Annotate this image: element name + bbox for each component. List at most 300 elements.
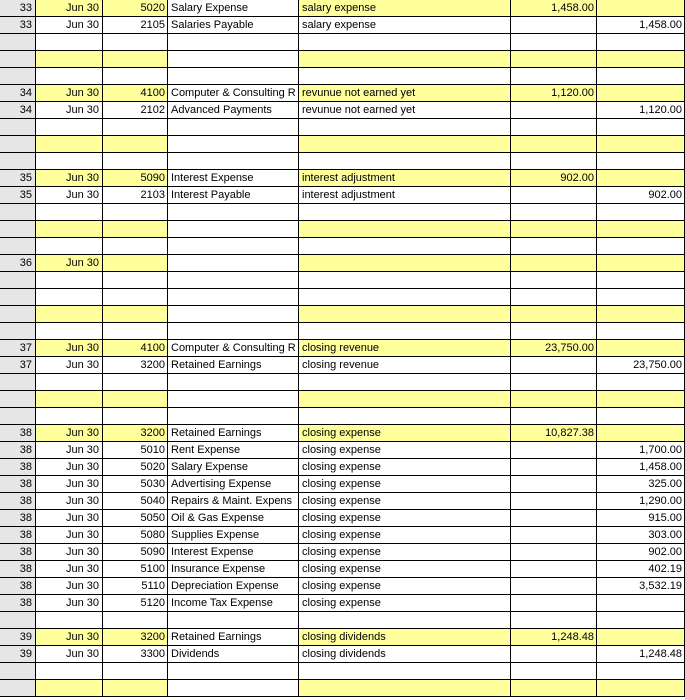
credit-cell[interactable]: 303.00 — [597, 527, 685, 544]
credit-cell[interactable] — [597, 306, 685, 323]
credit-cell[interactable] — [597, 68, 685, 85]
account-name-cell[interactable]: Salaries Payable — [168, 17, 299, 34]
row-number-cell[interactable]: 39 — [0, 629, 36, 646]
row-number-cell[interactable]: 38 — [0, 442, 36, 459]
description-cell[interactable]: closing expense — [299, 578, 511, 595]
date-cell[interactable] — [36, 289, 103, 306]
account-name-cell[interactable] — [168, 680, 299, 697]
row-number-cell[interactable] — [0, 374, 36, 391]
account-name-cell[interactable]: Interest Expense — [168, 544, 299, 561]
account-number-cell[interactable] — [103, 408, 168, 425]
table-row — [0, 0, 685, 17]
row-number-cell[interactable]: 38 — [0, 476, 36, 493]
account-name-cell[interactable] — [168, 272, 299, 289]
row-number-cell[interactable]: 33 — [0, 17, 36, 34]
credit-cell[interactable] — [597, 51, 685, 68]
account-number-cell[interactable] — [103, 391, 168, 408]
table-row — [0, 272, 685, 289]
account-number-cell[interactable]: 4100 — [103, 85, 168, 102]
account-name-cell[interactable] — [168, 612, 299, 629]
account-name-cell[interactable]: Advanced Payments — [168, 102, 299, 119]
credit-cell[interactable] — [597, 238, 685, 255]
description-cell[interactable] — [299, 612, 511, 629]
debit-cell[interactable] — [511, 561, 597, 578]
account-name-cell[interactable] — [168, 374, 299, 391]
account-number-cell[interactable] — [103, 51, 168, 68]
description-cell[interactable] — [299, 119, 511, 136]
table-row — [0, 136, 685, 153]
account-name-cell[interactable]: Supplies Expense — [168, 527, 299, 544]
account-name-cell[interactable] — [168, 663, 299, 680]
account-name-cell[interactable]: Income Tax Expense — [168, 595, 299, 612]
account-name-cell[interactable] — [168, 306, 299, 323]
row-number-cell[interactable]: 34 — [0, 102, 36, 119]
description-cell[interactable] — [299, 408, 511, 425]
description-cell[interactable]: closing revenue — [299, 357, 511, 374]
account-number-cell[interactable]: 5090 — [103, 170, 168, 187]
row-number-cell[interactable] — [0, 136, 36, 153]
debit-cell[interactable] — [511, 119, 597, 136]
credit-cell[interactable] — [597, 595, 685, 612]
account-number-cell[interactable]: 3300 — [103, 646, 168, 663]
description-cell[interactable]: closing dividends — [299, 629, 511, 646]
debit-cell[interactable] — [511, 595, 597, 612]
row-number-cell[interactable] — [0, 51, 36, 68]
credit-cell[interactable]: 1,458.00 — [597, 17, 685, 34]
table-row — [0, 357, 685, 374]
account-number-cell[interactable] — [103, 119, 168, 136]
credit-cell[interactable] — [597, 374, 685, 391]
table-row — [0, 527, 685, 544]
table-row — [0, 119, 685, 136]
description-cell[interactable] — [299, 289, 511, 306]
debit-cell[interactable] — [511, 612, 597, 629]
account-number-cell[interactable]: 5030 — [103, 476, 168, 493]
debit-cell[interactable] — [511, 374, 597, 391]
debit-cell[interactable] — [511, 34, 597, 51]
account-number-cell[interactable]: 4100 — [103, 340, 168, 357]
description-cell[interactable]: closing expense — [299, 425, 511, 442]
credit-cell[interactable]: 902.00 — [597, 187, 685, 204]
credit-cell[interactable] — [597, 408, 685, 425]
debit-cell[interactable]: 1,120.00 — [511, 85, 597, 102]
credit-cell[interactable]: 1,458.00 — [597, 459, 685, 476]
credit-cell[interactable] — [597, 612, 685, 629]
credit-cell[interactable] — [597, 323, 685, 340]
row-number-cell[interactable]: 37 — [0, 357, 36, 374]
row-number-cell[interactable] — [0, 153, 36, 170]
account-name-cell[interactable] — [168, 255, 299, 272]
account-name-cell[interactable] — [168, 68, 299, 85]
description-cell[interactable]: salary expense — [299, 17, 511, 34]
account-number-cell[interactable] — [103, 204, 168, 221]
description-cell[interactable]: closing expense — [299, 493, 511, 510]
account-name-cell[interactable] — [168, 204, 299, 221]
date-cell[interactable]: Jun 30 — [36, 340, 103, 357]
debit-cell[interactable] — [511, 476, 597, 493]
account-name-cell[interactable]: Retained Earnings — [168, 425, 299, 442]
row-number-cell[interactable]: 35 — [0, 170, 36, 187]
row-number-cell[interactable]: 39 — [0, 646, 36, 663]
date-cell[interactable]: Jun 30 — [36, 357, 103, 374]
date-cell[interactable] — [36, 119, 103, 136]
date-cell[interactable] — [36, 136, 103, 153]
date-cell[interactable]: Jun 30 — [36, 476, 103, 493]
account-name-cell[interactable] — [168, 153, 299, 170]
credit-cell[interactable] — [597, 119, 685, 136]
account-name-cell[interactable]: Depreciation Expense — [168, 578, 299, 595]
row-number-cell[interactable] — [0, 663, 36, 680]
debit-cell[interactable] — [511, 527, 597, 544]
description-cell[interactable]: closing expense — [299, 476, 511, 493]
description-cell[interactable]: closing revenue — [299, 340, 511, 357]
table-row — [0, 510, 685, 527]
account-name-cell[interactable] — [168, 289, 299, 306]
credit-cell[interactable] — [597, 289, 685, 306]
date-cell[interactable] — [36, 408, 103, 425]
credit-cell[interactable] — [597, 425, 685, 442]
row-number-cell[interactable] — [0, 221, 36, 238]
description-cell[interactable]: closing expense — [299, 595, 511, 612]
account-number-cell[interactable] — [103, 255, 168, 272]
account-number-cell[interactable] — [103, 136, 168, 153]
credit-cell[interactable] — [597, 391, 685, 408]
account-name-cell[interactable] — [168, 323, 299, 340]
date-cell[interactable]: Jun 30 — [36, 595, 103, 612]
account-number-cell[interactable] — [103, 238, 168, 255]
account-name-cell[interactable] — [168, 136, 299, 153]
table-row — [0, 476, 685, 493]
date-cell[interactable]: Jun 30 — [36, 561, 103, 578]
description-cell[interactable] — [299, 204, 511, 221]
debit-cell[interactable] — [511, 408, 597, 425]
account-number-cell[interactable] — [103, 323, 168, 340]
date-cell[interactable]: Jun 30 — [36, 646, 103, 663]
row-number-cell[interactable] — [0, 612, 36, 629]
account-number-cell[interactable] — [103, 68, 168, 85]
description-cell[interactable] — [299, 323, 511, 340]
date-cell[interactable] — [36, 374, 103, 391]
table-row — [0, 578, 685, 595]
account-number-cell[interactable]: 5050 — [103, 510, 168, 527]
date-cell[interactable]: Jun 30 — [36, 187, 103, 204]
account-name-cell[interactable]: Salary Expense — [168, 0, 299, 17]
credit-cell[interactable]: 915.00 — [597, 510, 685, 527]
date-cell[interactable] — [36, 153, 103, 170]
date-cell[interactable]: Jun 30 — [36, 0, 103, 17]
debit-cell[interactable] — [511, 544, 597, 561]
credit-cell[interactable]: 1,248.48 — [597, 646, 685, 663]
debit-cell[interactable] — [511, 102, 597, 119]
date-cell[interactable] — [36, 238, 103, 255]
account-number-cell[interactable] — [103, 612, 168, 629]
account-number-cell[interactable]: 3200 — [103, 425, 168, 442]
date-cell[interactable] — [36, 34, 103, 51]
debit-cell[interactable] — [511, 153, 597, 170]
account-name-cell[interactable]: Interest Expense — [168, 170, 299, 187]
description-cell[interactable] — [299, 306, 511, 323]
date-cell[interactable]: Jun 30 — [36, 527, 103, 544]
credit-cell[interactable]: 902.00 — [597, 544, 685, 561]
debit-cell[interactable] — [511, 306, 597, 323]
description-cell[interactable] — [299, 221, 511, 238]
debit-cell[interactable]: 1,248.48 — [511, 629, 597, 646]
date-cell[interactable] — [36, 612, 103, 629]
table-row — [0, 68, 685, 85]
debit-cell[interactable] — [511, 136, 597, 153]
account-number-cell[interactable]: 5080 — [103, 527, 168, 544]
row-number-cell[interactable]: 38 — [0, 527, 36, 544]
table-row — [0, 442, 685, 459]
row-number-cell[interactable]: 38 — [0, 493, 36, 510]
row-number-cell[interactable]: 33 — [0, 0, 36, 17]
debit-cell[interactable] — [511, 493, 597, 510]
description-cell[interactable]: closing expense — [299, 442, 511, 459]
account-number-cell[interactable]: 5120 — [103, 595, 168, 612]
debit-cell[interactable] — [511, 323, 597, 340]
date-cell[interactable] — [36, 391, 103, 408]
credit-cell[interactable]: 3,532.19 — [597, 578, 685, 595]
description-cell[interactable] — [299, 153, 511, 170]
account-name-cell[interactable]: Salary Expense — [168, 459, 299, 476]
credit-cell[interactable] — [597, 680, 685, 697]
credit-cell[interactable] — [597, 204, 685, 221]
description-cell[interactable]: closing expense — [299, 459, 511, 476]
account-number-cell[interactable]: 5110 — [103, 578, 168, 595]
debit-cell[interactable]: 1,458.00 — [511, 0, 597, 17]
account-name-cell[interactable]: Computer & Consulting R — [168, 340, 299, 357]
credit-cell[interactable]: 23,750.00 — [597, 357, 685, 374]
row-number-cell[interactable]: 34 — [0, 85, 36, 102]
debit-cell[interactable] — [511, 51, 597, 68]
date-cell[interactable] — [36, 306, 103, 323]
account-number-cell[interactable]: 5090 — [103, 544, 168, 561]
debit-cell[interactable]: 10,827.38 — [511, 425, 597, 442]
account-number-cell[interactable]: 2103 — [103, 187, 168, 204]
account-name-cell[interactable] — [168, 238, 299, 255]
date-cell[interactable] — [36, 323, 103, 340]
row-number-cell[interactable]: 37 — [0, 340, 36, 357]
credit-cell[interactable] — [597, 629, 685, 646]
account-name-cell[interactable] — [168, 221, 299, 238]
row-number-cell[interactable] — [0, 34, 36, 51]
debit-cell[interactable] — [511, 646, 597, 663]
row-number-cell[interactable]: 38 — [0, 578, 36, 595]
debit-cell[interactable] — [511, 459, 597, 476]
account-number-cell[interactable] — [103, 663, 168, 680]
debit-cell[interactable] — [511, 289, 597, 306]
account-name-cell[interactable]: Repairs & Maint. Expens — [168, 493, 299, 510]
description-cell[interactable] — [299, 391, 511, 408]
row-number-cell[interactable] — [0, 680, 36, 697]
account-name-cell[interactable]: Computer & Consulting R — [168, 85, 299, 102]
debit-cell[interactable] — [511, 221, 597, 238]
date-cell[interactable] — [36, 663, 103, 680]
debit-cell[interactable]: 23,750.00 — [511, 340, 597, 357]
description-cell[interactable] — [299, 680, 511, 697]
row-number-cell[interactable]: 38 — [0, 425, 36, 442]
row-number-cell[interactable]: 38 — [0, 510, 36, 527]
table-row — [0, 408, 685, 425]
credit-cell[interactable] — [597, 340, 685, 357]
account-number-cell[interactable] — [103, 34, 168, 51]
date-cell[interactable]: Jun 30 — [36, 442, 103, 459]
credit-cell[interactable] — [597, 663, 685, 680]
account-name-cell[interactable]: Insurance Expense — [168, 561, 299, 578]
date-cell[interactable]: Jun 30 — [36, 459, 103, 476]
description-cell[interactable]: closing expense — [299, 561, 511, 578]
description-cell[interactable]: closing expense — [299, 510, 511, 527]
debit-cell[interactable] — [511, 510, 597, 527]
account-number-cell[interactable] — [103, 680, 168, 697]
date-cell[interactable]: Jun 30 — [36, 578, 103, 595]
credit-cell[interactable] — [597, 85, 685, 102]
description-cell[interactable] — [299, 136, 511, 153]
row-number-cell[interactable]: 38 — [0, 561, 36, 578]
row-number-cell[interactable] — [0, 119, 36, 136]
credit-cell[interactable] — [597, 0, 685, 17]
date-cell[interactable]: Jun 30 — [36, 510, 103, 527]
date-cell[interactable]: Jun 30 — [36, 544, 103, 561]
debit-cell[interactable] — [511, 204, 597, 221]
credit-cell[interactable] — [597, 221, 685, 238]
description-cell[interactable] — [299, 238, 511, 255]
description-cell[interactable] — [299, 51, 511, 68]
row-number-cell[interactable] — [0, 204, 36, 221]
account-number-cell[interactable]: 2105 — [103, 17, 168, 34]
account-number-cell[interactable]: 5100 — [103, 561, 168, 578]
debit-cell[interactable] — [511, 442, 597, 459]
account-name-cell[interactable]: Interest Payable — [168, 187, 299, 204]
credit-cell[interactable] — [597, 255, 685, 272]
date-cell[interactable]: Jun 30 — [36, 493, 103, 510]
account-number-cell[interactable]: 5010 — [103, 442, 168, 459]
credit-cell[interactable]: 402.19 — [597, 561, 685, 578]
debit-cell[interactable] — [511, 272, 597, 289]
debit-cell[interactable] — [511, 255, 597, 272]
debit-cell[interactable] — [511, 680, 597, 697]
credit-cell[interactable] — [597, 272, 685, 289]
account-number-cell[interactable]: 2102 — [103, 102, 168, 119]
description-cell[interactable]: interest adjustment — [299, 170, 511, 187]
credit-cell[interactable] — [597, 153, 685, 170]
debit-cell[interactable] — [511, 238, 597, 255]
account-name-cell[interactable]: Retained Earnings — [168, 357, 299, 374]
row-number-cell[interactable]: 38 — [0, 595, 36, 612]
account-name-cell[interactable] — [168, 51, 299, 68]
account-number-cell[interactable]: 3200 — [103, 357, 168, 374]
account-name-cell[interactable]: Dividends — [168, 646, 299, 663]
debit-cell[interactable] — [511, 357, 597, 374]
description-cell[interactable]: closing expense — [299, 527, 511, 544]
description-cell[interactable] — [299, 68, 511, 85]
row-number-cell[interactable] — [0, 272, 36, 289]
date-cell[interactable] — [36, 221, 103, 238]
date-cell[interactable] — [36, 68, 103, 85]
date-cell[interactable]: Jun 30 — [36, 255, 103, 272]
account-name-cell[interactable] — [168, 391, 299, 408]
date-cell[interactable]: Jun 30 — [36, 85, 103, 102]
debit-cell[interactable] — [511, 68, 597, 85]
description-cell[interactable]: closing dividends — [299, 646, 511, 663]
credit-cell[interactable]: 325.00 — [597, 476, 685, 493]
description-cell[interactable] — [299, 374, 511, 391]
account-name-cell[interactable] — [168, 34, 299, 51]
account-name-cell[interactable]: Oil & Gas Expense — [168, 510, 299, 527]
credit-cell[interactable]: 1,290.00 — [597, 493, 685, 510]
description-cell[interactable]: salary expense — [299, 0, 511, 17]
credit-cell[interactable]: 1,700.00 — [597, 442, 685, 459]
account-number-cell[interactable] — [103, 272, 168, 289]
account-number-cell[interactable]: 5020 — [103, 0, 168, 17]
account-name-cell[interactable]: Retained Earnings — [168, 629, 299, 646]
row-number-cell[interactable] — [0, 391, 36, 408]
account-number-cell[interactable] — [103, 221, 168, 238]
account-number-cell[interactable] — [103, 306, 168, 323]
account-name-cell[interactable]: Rent Expense — [168, 442, 299, 459]
row-number-cell[interactable] — [0, 408, 36, 425]
account-name-cell[interactable] — [168, 119, 299, 136]
description-cell[interactable] — [299, 663, 511, 680]
date-cell[interactable] — [36, 51, 103, 68]
debit-cell[interactable] — [511, 578, 597, 595]
account-number-cell[interactable]: 5020 — [103, 459, 168, 476]
table-row — [0, 663, 685, 680]
date-cell[interactable] — [36, 680, 103, 697]
row-number-cell[interactable] — [0, 306, 36, 323]
debit-cell[interactable] — [511, 663, 597, 680]
date-cell[interactable]: Jun 30 — [36, 170, 103, 187]
description-cell[interactable]: interest adjustment — [299, 187, 511, 204]
account-name-cell[interactable] — [168, 408, 299, 425]
date-cell[interactable]: Jun 30 — [36, 17, 103, 34]
credit-cell[interactable] — [597, 136, 685, 153]
date-cell[interactable]: Jun 30 — [36, 425, 103, 442]
account-number-cell[interactable] — [103, 374, 168, 391]
debit-cell[interactable] — [511, 391, 597, 408]
credit-cell[interactable] — [597, 170, 685, 187]
account-number-cell[interactable] — [103, 153, 168, 170]
account-number-cell[interactable] — [103, 289, 168, 306]
debit-cell[interactable] — [511, 17, 597, 34]
date-cell[interactable] — [36, 272, 103, 289]
row-number-cell[interactable] — [0, 289, 36, 306]
date-cell[interactable]: Jun 30 — [36, 629, 103, 646]
account-number-cell[interactable]: 3200 — [103, 629, 168, 646]
description-cell[interactable]: revunue not earned yet — [299, 102, 511, 119]
row-number-cell[interactable]: 35 — [0, 187, 36, 204]
row-number-cell[interactable]: 38 — [0, 459, 36, 476]
description-cell[interactable]: revunue not earned yet — [299, 85, 511, 102]
row-number-cell[interactable] — [0, 323, 36, 340]
description-cell[interactable] — [299, 34, 511, 51]
row-number-cell[interactable]: 36 — [0, 255, 36, 272]
description-cell[interactable] — [299, 255, 511, 272]
row-number-cell[interactable]: 38 — [0, 544, 36, 561]
description-cell[interactable]: closing expense — [299, 544, 511, 561]
date-cell[interactable] — [36, 204, 103, 221]
credit-cell[interactable]: 1,120.00 — [597, 102, 685, 119]
debit-cell[interactable]: 902.00 — [511, 170, 597, 187]
debit-cell[interactable] — [511, 187, 597, 204]
row-number-cell[interactable] — [0, 238, 36, 255]
account-number-cell[interactable]: 5040 — [103, 493, 168, 510]
date-cell[interactable]: Jun 30 — [36, 102, 103, 119]
account-name-cell[interactable]: Advertising Expense — [168, 476, 299, 493]
row-number-cell[interactable] — [0, 68, 36, 85]
description-cell[interactable] — [299, 272, 511, 289]
credit-cell[interactable] — [597, 34, 685, 51]
